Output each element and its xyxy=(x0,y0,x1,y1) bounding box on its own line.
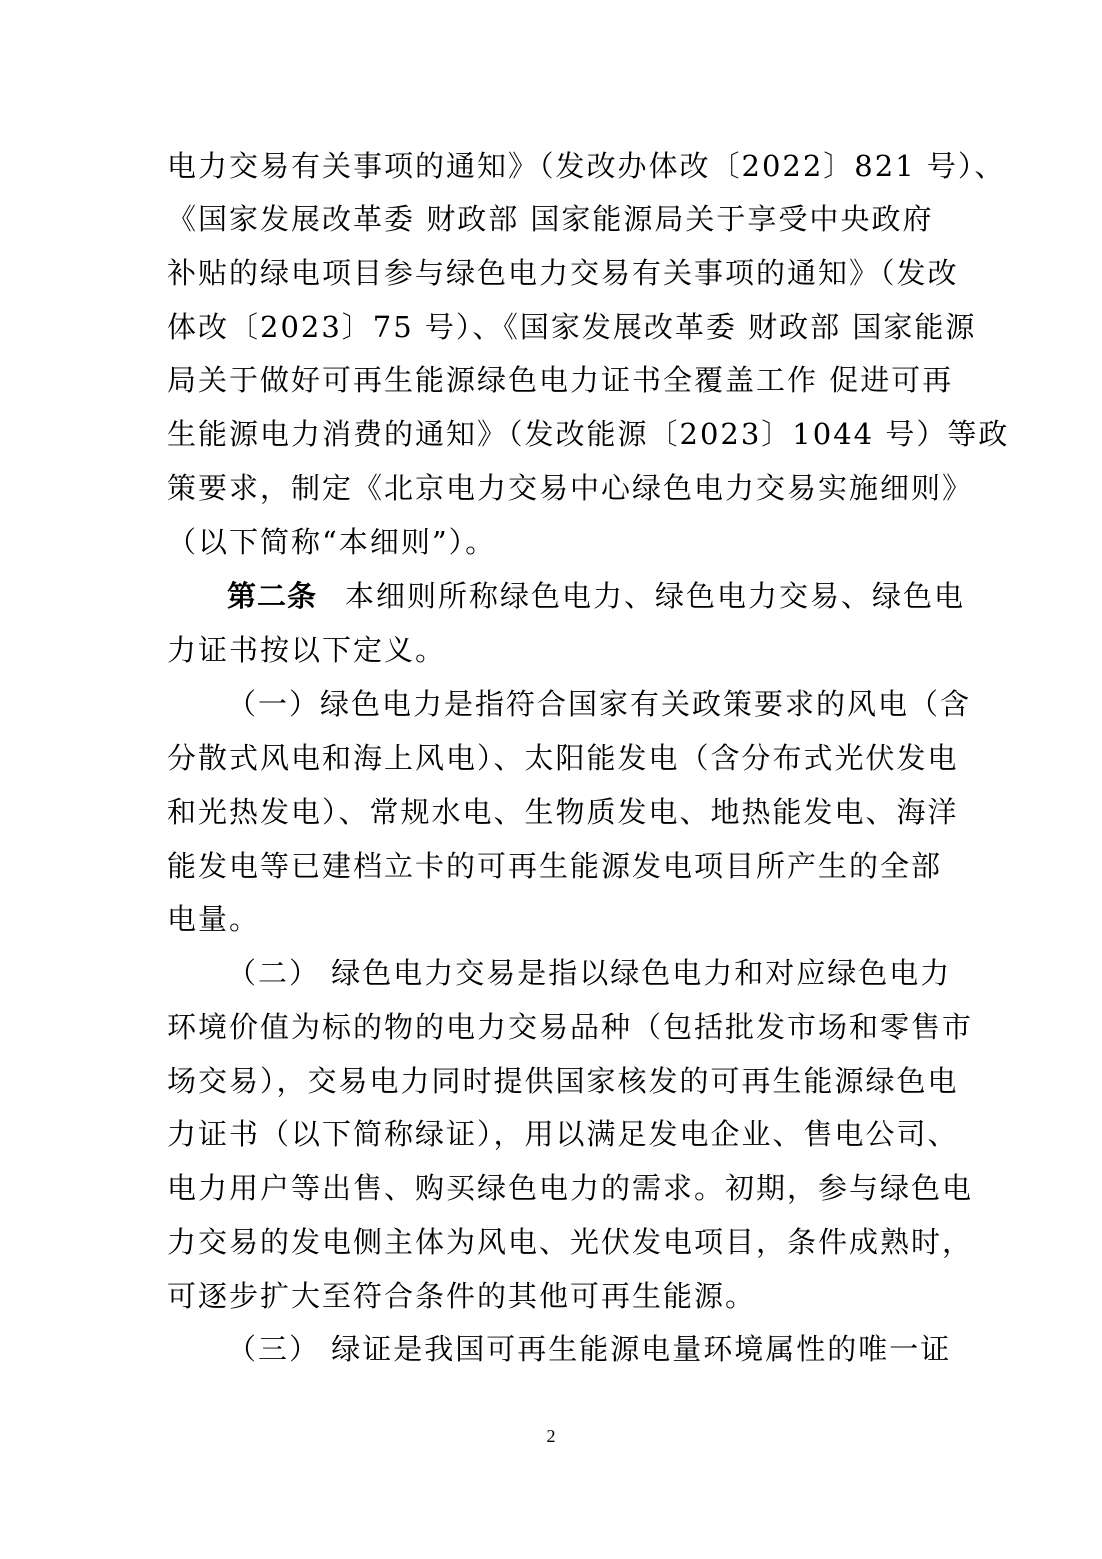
text-line xyxy=(0,839,1102,893)
text-line xyxy=(0,192,1102,246)
line-text: 电力交易有关事项的通知》（发改办体改〔2022〕821 号）、 xyxy=(167,149,1006,183)
text-line xyxy=(0,946,1102,1000)
text-line xyxy=(0,892,1102,946)
line-text: 体改〔2023〕75 号）、《国家发展改革委 财政部 国家能源 xyxy=(167,310,977,344)
text-line xyxy=(0,1322,1102,1376)
text-line xyxy=(0,1215,1102,1269)
text-line xyxy=(0,1269,1102,1323)
line-text: 能发电等已建档立卡的可再生能源发电项目所产生的全部 xyxy=(167,849,943,883)
text-line xyxy=(0,623,1102,677)
line-text: 补贴的绿电项目参与绿色电力交易有关事项的通知》（发改 xyxy=(167,256,959,290)
line-text: 电量。 xyxy=(167,902,261,936)
page-number: 2 xyxy=(546,1426,556,1446)
text-line xyxy=(0,731,1102,785)
line-text: 本细则所称绿色电力、绿色电力交易、绿色电 xyxy=(345,579,966,613)
text-line xyxy=(0,515,1102,569)
line-text: 力交易的发电侧主体为风电、光伏发电项目，条件成熟时， xyxy=(167,1225,974,1259)
text-line xyxy=(0,300,1102,354)
line-text: 力证书（以下简称绿证），用以满足发电企业、售电公司、 xyxy=(167,1117,959,1151)
text-line xyxy=(0,677,1102,731)
line-text: 局关于做好可再生能源绿色电力证书全覆盖工作 促进可再 xyxy=(167,363,954,397)
line-text: 电力用户等出售、购买绿色电力的需求。初期，参与绿色电 xyxy=(167,1171,974,1205)
line-text: 环境价值为标的物的电力交易品种（包括批发市场和零售市 xyxy=(167,1010,974,1044)
article-heading: 第二条 xyxy=(227,579,318,613)
text-line xyxy=(0,461,1102,515)
text-line xyxy=(0,139,1102,193)
line-text: 力证书按以下定义。 xyxy=(167,633,447,667)
line-text: 策要求，制定《北京电力交易中心绿色电力交易实施细则》 xyxy=(167,471,974,505)
line-text: （一）绿色电力是指符合国家有关政策要求的风电（含 xyxy=(227,687,972,721)
text-line xyxy=(0,1161,1102,1215)
line-text: （以下简称“本细则”）。 xyxy=(167,525,497,559)
text-line xyxy=(0,246,1102,300)
line-text: （二） 绿色电力交易是指以绿色电力和对应绿色电力 xyxy=(227,956,952,990)
text-line xyxy=(0,1000,1102,1054)
text-line xyxy=(0,785,1102,839)
line-text: （三） 绿证是我国可再生能源电量环境属性的唯一证 xyxy=(227,1332,952,1366)
article-heading-line xyxy=(0,569,1102,623)
line-text: 分散式风电和海上风电）、太阳能发电（含分布式光伏发电 xyxy=(167,741,959,775)
text-line xyxy=(0,1054,1102,1108)
line-text: 场交易），交易电力同时提供国家核发的可再生能源绿色电 xyxy=(167,1064,959,1098)
text-line xyxy=(0,353,1102,407)
line-text: 生能源电力消费的通知》（发改能源〔2023〕1044 号）等政 xyxy=(167,417,1010,451)
line-text: 《国家发展改革委 财政部 国家能源局关于享受中央政府 xyxy=(167,202,934,236)
text-line xyxy=(0,407,1102,461)
line-text: 可逐步扩大至符合条件的其他可再生能源。 xyxy=(167,1279,757,1313)
text-line xyxy=(0,1107,1102,1161)
line-text: 和光热发电）、常规水电、生物质发电、地热能发电、海洋 xyxy=(167,795,959,829)
